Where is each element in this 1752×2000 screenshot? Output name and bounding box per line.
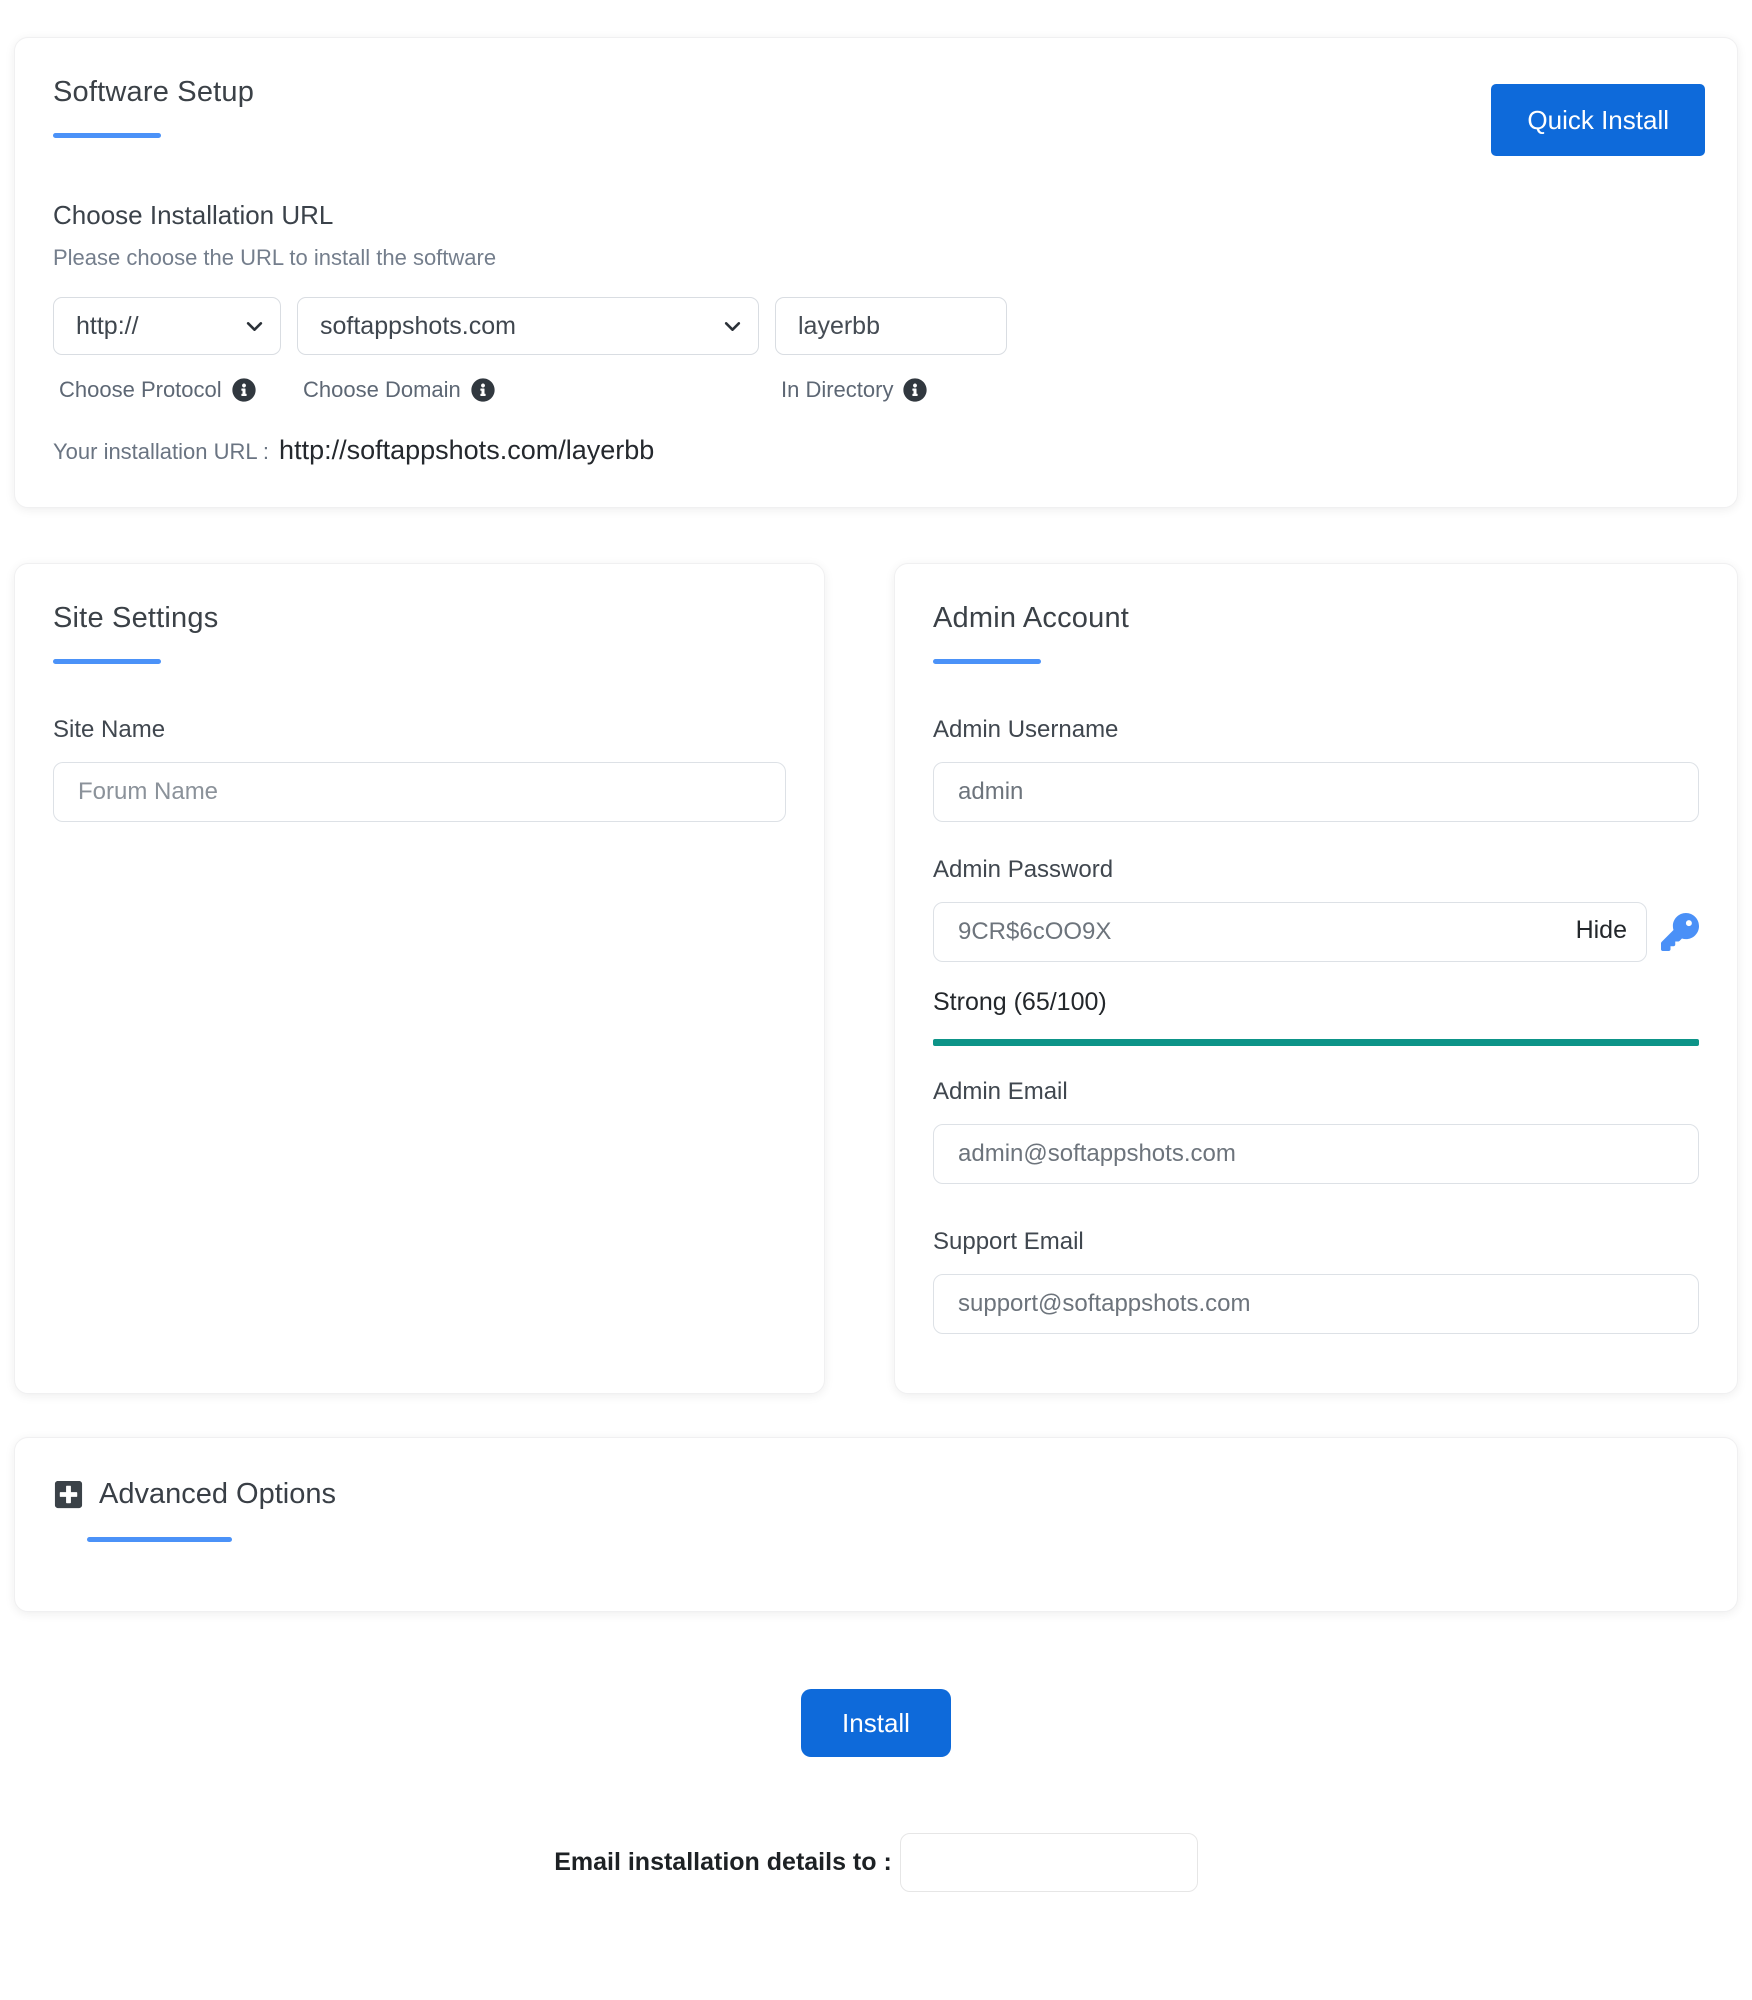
advanced-options-title: Advanced Options bbox=[99, 1478, 336, 1510]
title-underline bbox=[53, 133, 161, 138]
protocol-label: Choose Protocol bbox=[59, 377, 222, 402]
admin-account-title: Admin Account bbox=[933, 602, 1130, 634]
title-underline bbox=[87, 1537, 232, 1542]
support-email-input[interactable] bbox=[933, 1274, 1699, 1334]
software-setup-card bbox=[14, 37, 1738, 508]
install-button[interactable]: Install bbox=[801, 1689, 951, 1757]
installation-url-row bbox=[53, 297, 1699, 403]
password-hide-toggle[interactable]: Hide bbox=[1575, 916, 1627, 944]
email-details-label: Email installation details to : bbox=[554, 1848, 892, 1876]
installation-url-line bbox=[53, 435, 1699, 466]
directory-field bbox=[775, 297, 1007, 403]
software-setup-title: Software Setup bbox=[53, 76, 255, 108]
email-details-row bbox=[0, 1833, 1752, 1892]
advanced-options-toggle[interactable] bbox=[53, 1478, 1699, 1511]
admin-username-label: Admin Username bbox=[933, 716, 1119, 743]
admin-username-input[interactable] bbox=[933, 762, 1699, 822]
site-name-label: Site Name bbox=[53, 716, 166, 743]
protocol-select[interactable] bbox=[53, 297, 281, 355]
domain-select[interactable] bbox=[297, 297, 759, 355]
protocol-field bbox=[53, 297, 281, 403]
advanced-options-card bbox=[14, 1437, 1738, 1612]
password-strength-text: Strong (65/100) bbox=[933, 988, 1107, 1016]
plus-square-icon bbox=[53, 1479, 84, 1510]
info-icon[interactable] bbox=[232, 378, 256, 402]
info-icon[interactable] bbox=[471, 378, 495, 402]
choose-installation-url-title: Choose Installation URL bbox=[53, 200, 334, 230]
installation-url-value: http://softappshots.com/layerbb bbox=[279, 435, 655, 465]
installation-url-label: Your installation URL : bbox=[53, 439, 270, 464]
domain-label: Choose Domain bbox=[303, 377, 461, 402]
site-settings-title: Site Settings bbox=[53, 602, 219, 634]
admin-account-card bbox=[894, 563, 1738, 1394]
admin-password-label: Admin Password bbox=[933, 856, 1114, 883]
quick-install-button[interactable]: Quick Install bbox=[1491, 84, 1705, 156]
title-underline bbox=[933, 659, 1041, 664]
site-settings-card bbox=[14, 563, 825, 1394]
domain-field bbox=[297, 297, 759, 403]
key-icon[interactable] bbox=[1661, 913, 1699, 951]
admin-email-input[interactable] bbox=[933, 1124, 1699, 1184]
admin-email-label: Admin Email bbox=[933, 1078, 1068, 1105]
info-icon[interactable] bbox=[903, 378, 927, 402]
title-underline bbox=[53, 659, 161, 664]
site-name-input[interactable] bbox=[53, 762, 786, 822]
directory-input[interactable] bbox=[775, 297, 1007, 355]
admin-password-input[interactable] bbox=[933, 902, 1647, 962]
password-strength-bar bbox=[933, 1039, 1699, 1046]
choose-installation-url-subtitle: Please choose the URL to install the software bbox=[53, 245, 497, 270]
directory-label: In Directory bbox=[781, 377, 894, 402]
support-email-label: Support Email bbox=[933, 1228, 1084, 1255]
email-details-input[interactable] bbox=[900, 1833, 1198, 1892]
admin-password-row bbox=[933, 902, 1699, 962]
